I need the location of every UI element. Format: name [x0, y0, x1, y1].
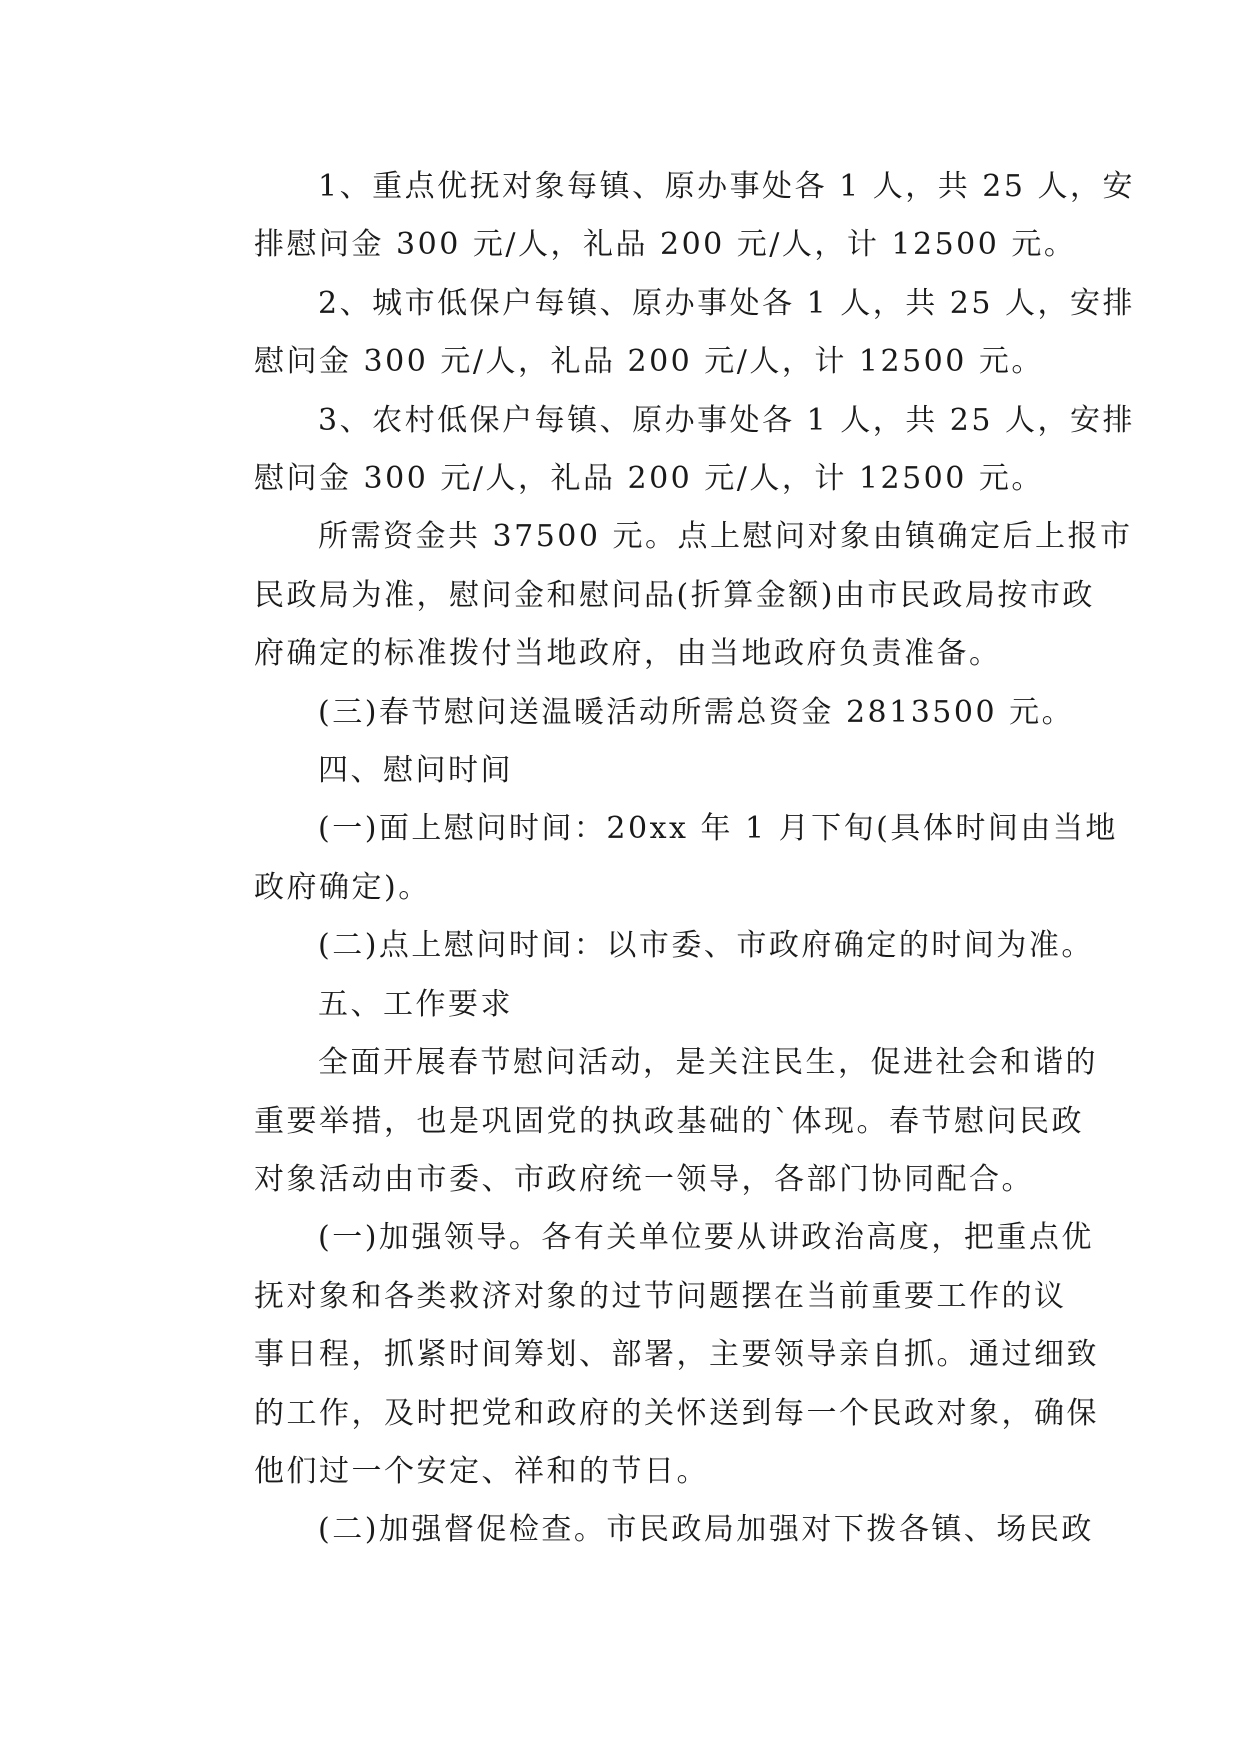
text-line: 全面开展春节慰问活动，是关注民生，促进社会和谐的 — [318, 1045, 1098, 1081]
document-body — [190, 158, 1135, 1560]
text-line: (二)加强督促检查。市民政局加强对下拨各镇、场民政 — [318, 1512, 1094, 1548]
text-line: 1、重点优抚对象每镇、原办事处各 1 人，共 25 人，安 — [318, 169, 1135, 204]
text-line: 他们过一个安定、祥和的节日。 — [254, 1453, 709, 1489]
text-line: 2、城市低保户每镇、原办事处各 1 人，共 25 人，安排 — [318, 285, 1135, 321]
text-line: 慰问金 300 元/人，礼品 200 元/人，计 12500 元。 — [254, 344, 1044, 380]
text-line: 的工作，及时把党和政府的关怀送到每一个民政对象，确保 — [254, 1395, 1099, 1431]
paragraph-item-2 — [190, 275, 1135, 392]
text-line: 民政局为准，慰问金和慰问品(折算金额)由市民政局按市政 — [254, 577, 1095, 613]
text-line: 府确定的标准拨付当地政府，由当地政府负责准备。 — [254, 636, 1002, 672]
text-line: (一)面上慰问时间：20xx 年 1 月下旬(具体时间由当地 — [318, 811, 1118, 847]
paragraph-total-funding — [190, 684, 1075, 742]
text-line: 排慰问金 300 元/人，礼品 200 元/人，计 12500 元。 — [254, 227, 1077, 263]
section-heading-visit-time — [190, 742, 1050, 800]
text-line: (三)春节慰问送温暖活动所需总资金 2813500 元。 — [318, 694, 1075, 730]
text-line: 重要举措，也是巩固党的执政基础的`体现。春节慰问民政 — [254, 1103, 1084, 1139]
text-line: 抚对象和各类救济对象的过节问题摆在当前重要工作的议 — [254, 1278, 1067, 1314]
paragraph-area-visit-time — [190, 800, 1118, 917]
paragraph-supervision — [190, 1501, 1094, 1559]
text-line: 事日程，抓紧时间筹划、部署，主要领导亲自抓。通过细致 — [254, 1337, 1099, 1373]
paragraph-funding — [190, 508, 1133, 683]
text-line: 3、农村低保户每镇、原办事处各 1 人，共 25 人，安排 — [318, 402, 1135, 438]
text-line: 政府确定)。 — [254, 869, 431, 905]
text-line: 所需资金共 37500 元。点上慰问对象由镇确定后上报市 — [318, 519, 1133, 555]
text-line: 四、慰问时间 — [318, 753, 513, 789]
paragraph-strengthen-leadership — [190, 1209, 1099, 1501]
text-line: (二)点上慰问时间：以市委、市政府确定的时间为准。 — [318, 928, 1094, 964]
paragraph-overview — [190, 1034, 1098, 1209]
text-line: 对象活动由市委、市政府统一领导，各部门协同配合。 — [254, 1161, 1034, 1197]
paragraph-item-1 — [190, 158, 1135, 275]
paragraph-item-3 — [190, 392, 1135, 509]
section-heading-work-requirements — [190, 976, 1050, 1034]
paragraph-point-visit-time — [190, 917, 1094, 975]
text-line: 慰问金 300 元/人，礼品 200 元/人，计 12500 元。 — [254, 461, 1044, 497]
text-line: 五、工作要求 — [318, 986, 513, 1022]
text-line: (一)加强领导。各有关单位要从讲政治高度，把重点优 — [318, 1220, 1094, 1256]
